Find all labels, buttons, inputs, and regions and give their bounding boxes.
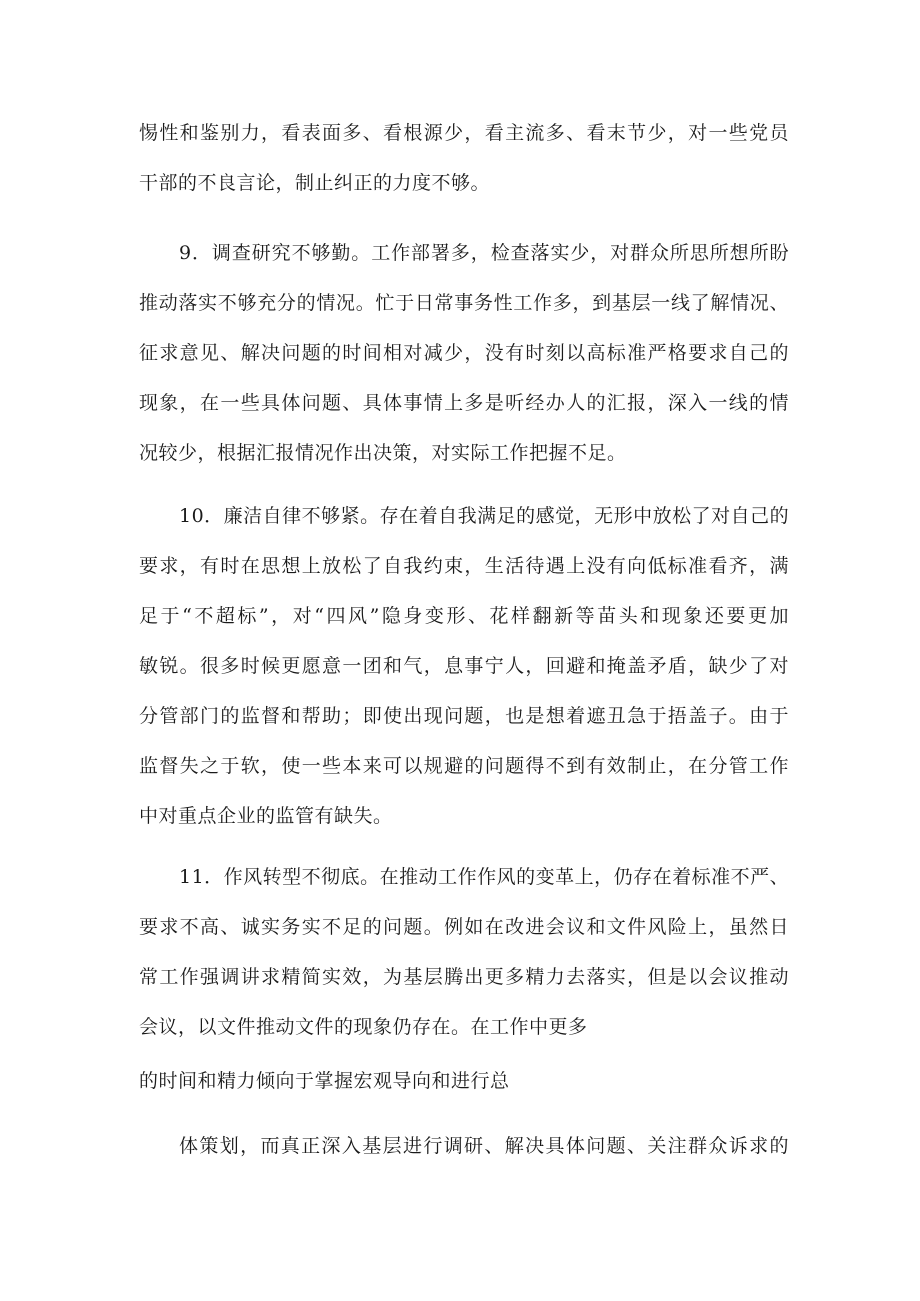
text-line: 况较少，根据汇报情况作出决策，对实际工作把握不足。 xyxy=(139,442,627,464)
text-line: 9．调查研究不够勤。工作部署多，检查落实少，对群众所思所想所盼 xyxy=(179,242,789,264)
text-line: 足于“不超标”，对“四风”隐身变形、花样翻新等苗头和现象还要更加 xyxy=(139,605,789,627)
paragraph-11 xyxy=(139,852,789,1052)
text-line: 要求不高、诚实务实不足的问题。例如在改进会议和文件风险上，虽然日 xyxy=(139,916,789,938)
text-line: 干部的不良言论，制止纠正的力度不够。 xyxy=(139,172,491,194)
text-line: 会议，以文件推动文件的现象仍存在。在工作中更多 xyxy=(139,1016,588,1038)
text-line: 常工作强调讲求精简实效，为基层腾出更多精力去落实，但是以会议推动 xyxy=(139,966,789,988)
text-line: 惕性和鉴别力，看表面多、看根源少，看主流多、看末节少，对一些党员 xyxy=(139,122,789,144)
text-line: 敏锐。很多时候更愿意一团和气，息事宁人，回避和掩盖矛盾，缺少了对 xyxy=(139,655,789,677)
text-line: 监督失之于软，使一些本来可以规避的问题得不到有效制止，在分管工作 xyxy=(139,755,789,777)
text-line: 征求意见、解决问题的时间相对减少，没有时刻以高标准严格要求自己的 xyxy=(139,342,789,364)
text-line: 分管部门的监督和帮助；即使出现问题，也是想着遮丑急于捂盖子。由于 xyxy=(139,705,789,727)
paragraph-fragment xyxy=(139,1056,789,1106)
paragraph-10 xyxy=(139,491,789,841)
text-line: 的时间和精力倾向于掌握宏观导向和进行总 xyxy=(139,1070,510,1092)
text-line: 现象，在一些具体问题、具体事情上多是听经办人的汇报，深入一线的情 xyxy=(139,392,789,414)
text-line: 10．廉洁自律不够紧。存在着自我满足的感觉，无形中放松了对自己的 xyxy=(179,505,790,527)
text-line: 中对重点企业的监管有缺失。 xyxy=(139,805,393,827)
paragraph-continuation xyxy=(139,108,789,208)
text-line: 要求，有时在思想上放松了自我约束，生活待遇上没有向低标准看齐，满 xyxy=(139,555,789,577)
paragraph-final xyxy=(139,1121,789,1171)
text-line: 推动落实不够充分的情况。忙于日常事务性工作多，到基层一线了解情况、 xyxy=(139,292,789,314)
text-line: 11．作风转型不彻底。在推动工作作风的变革上，仍存在着标准不严、 xyxy=(179,866,790,888)
paragraph-9 xyxy=(139,228,789,478)
text-line: 体策划，而真正深入基层进行调研、解决具体问题、关注群众诉求的 xyxy=(179,1135,789,1157)
